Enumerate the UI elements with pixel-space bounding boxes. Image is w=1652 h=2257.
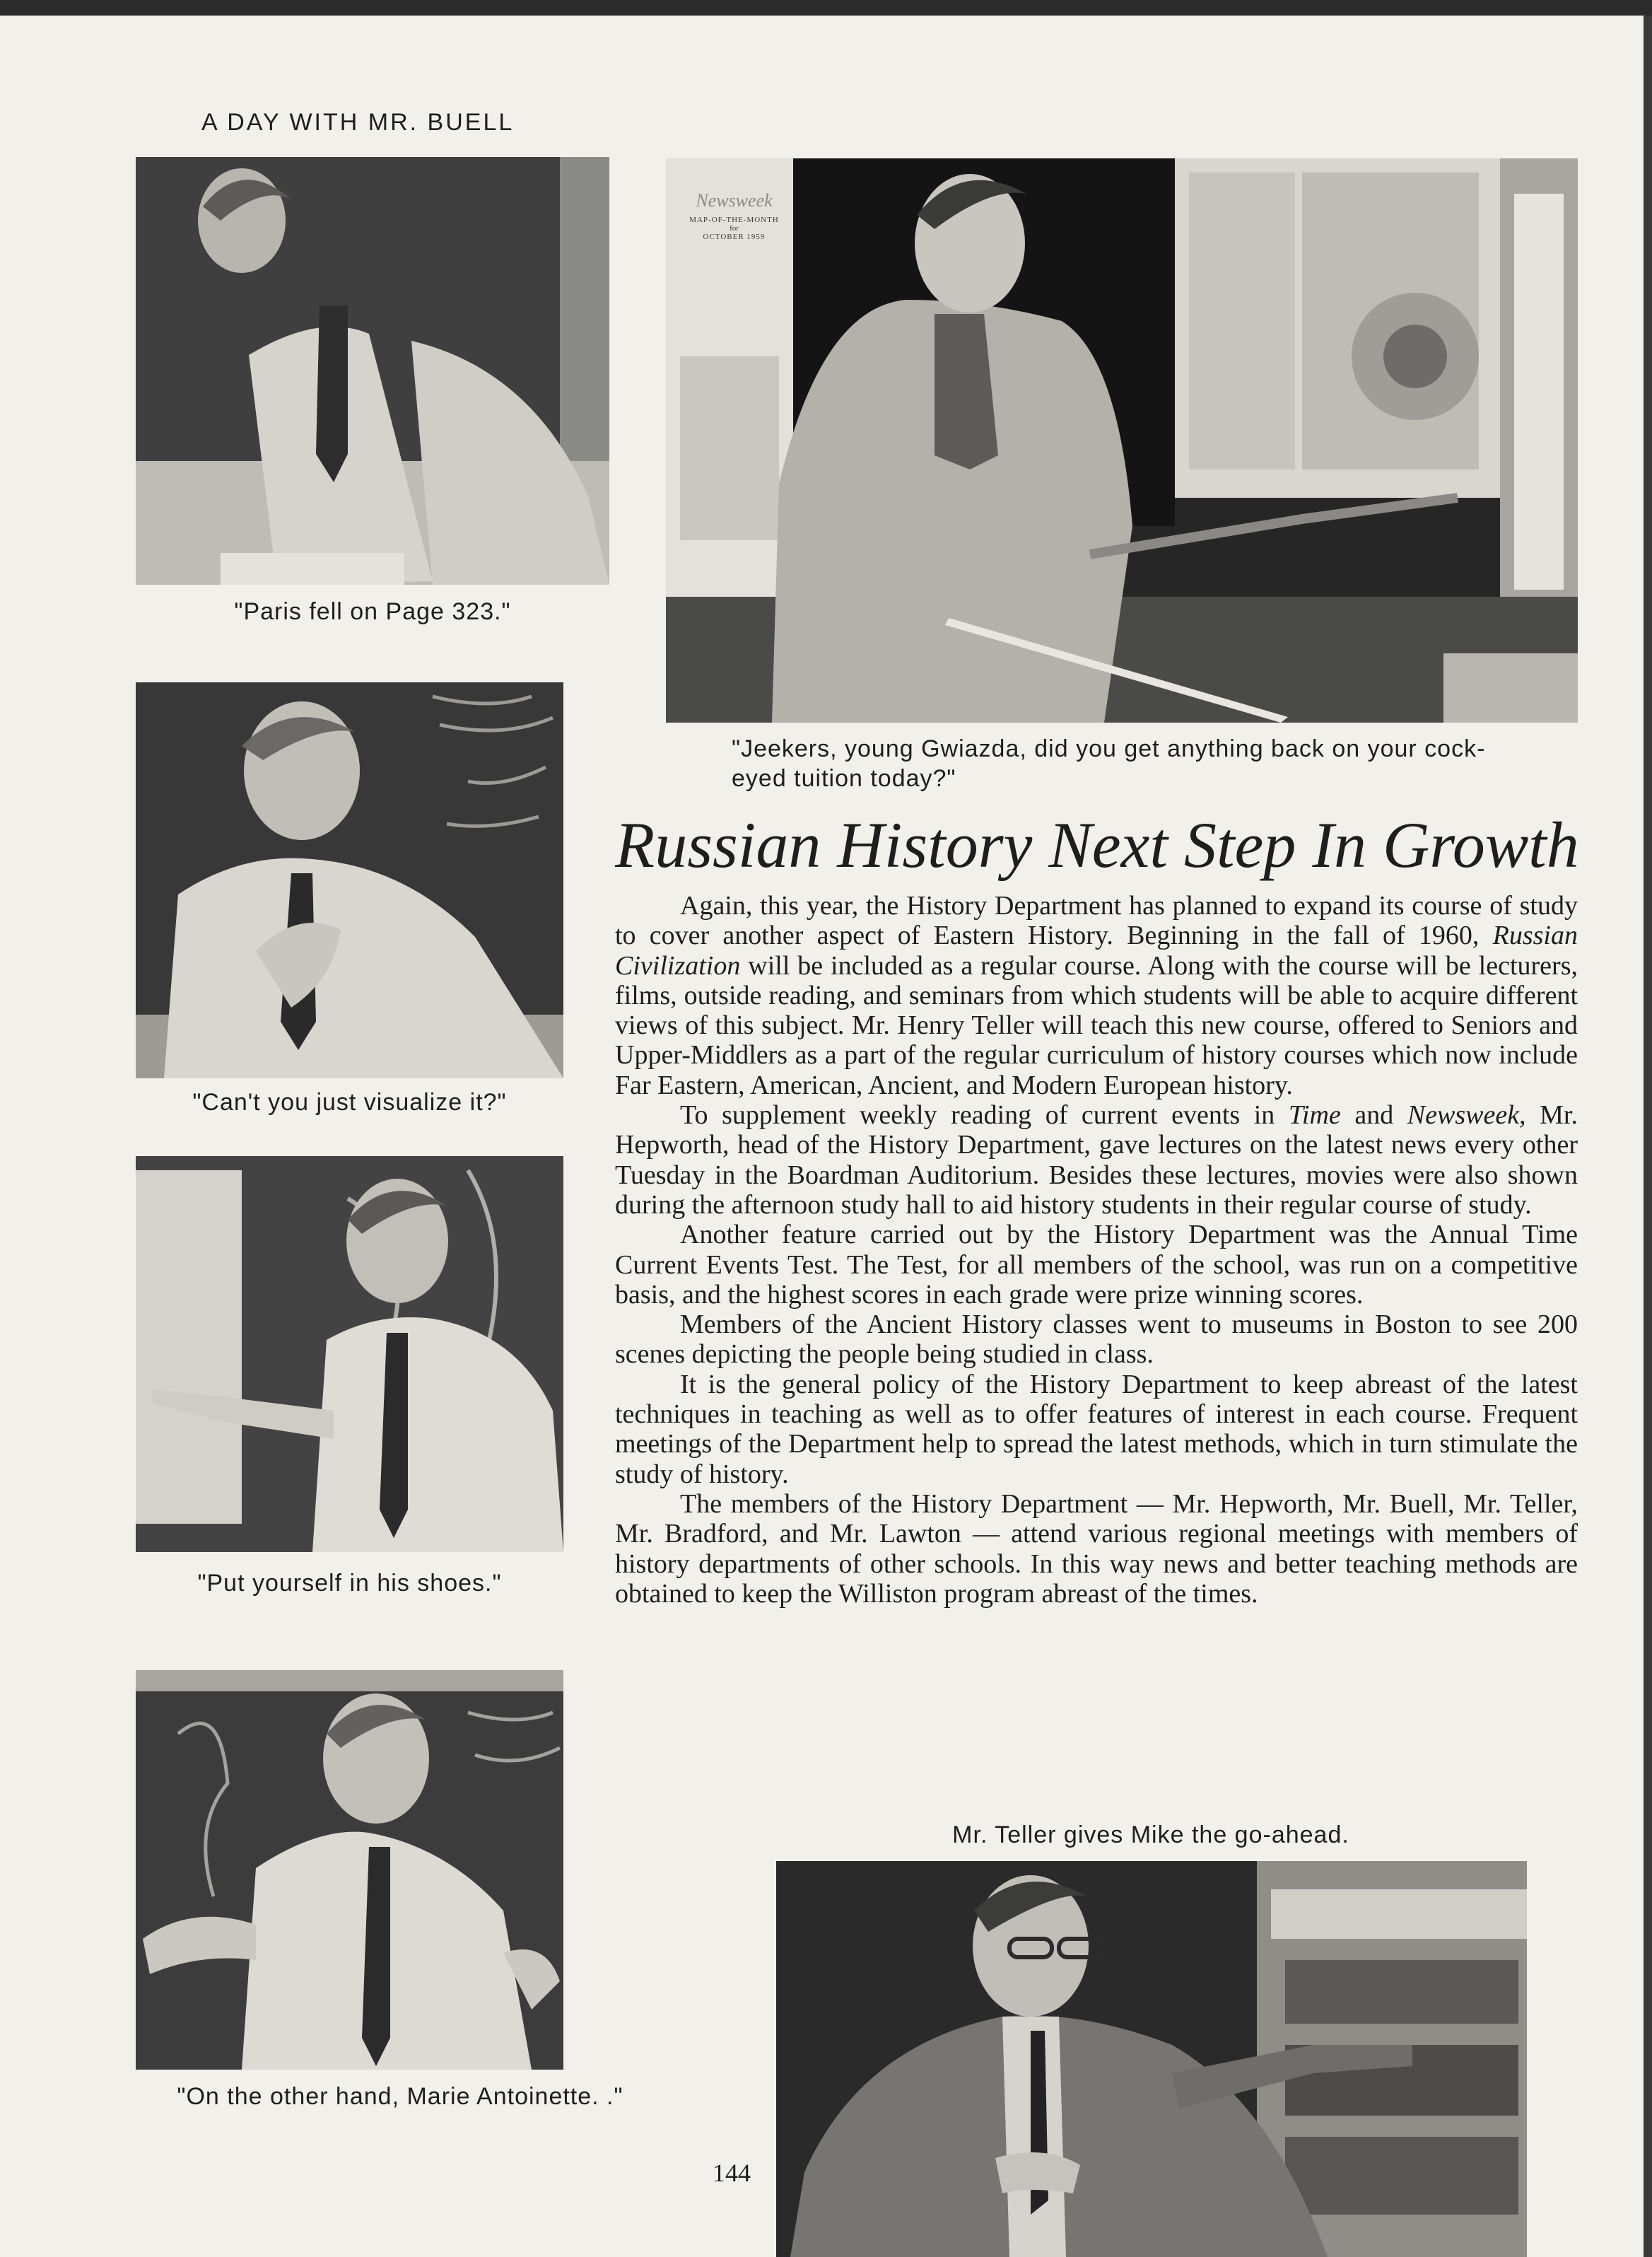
article-headline: Russian History Next Step In Growth — [615, 809, 1579, 881]
caption-buell-4: "On the other hand, Marie Antoinette. ." — [177, 2083, 623, 2110]
caption-buell-1: "Paris fell on Page 323." — [234, 598, 511, 625]
caption-buell-3: "Put yourself in his shoes." — [197, 1570, 502, 1597]
caption-top-photo: "Jeekers, young Gwiazda, did you get anything back on your cock-eyed tuition today?" — [732, 735, 1486, 792]
caption-buell-2: "Can't you just visualize it?" — [192, 1089, 507, 1116]
photo-teacher-with-pointer — [666, 158, 1578, 723]
article-paragraph-4: Members of the Ancient History classes went to museums in Boston to see 200 scenes depicting the people being studied in class. — [615, 1310, 1578, 1370]
photo-buell-marie-antoinette — [136, 1670, 563, 2070]
map-sign-date: OCTOBER 1959 — [703, 233, 766, 241]
article-paragraph-6: The members of the History Department — Mr. Hepworth, Mr. Buell, Mr. Teller, Mr. Bradford, and Mr. Lawton — attend various regional meetings with members of history departments of other schools. In this way news and better teaching methods are obtained to keep the Williston program abreast of the times. — [615, 1488, 1578, 1609]
page-number: 144 — [713, 2159, 751, 2187]
course-title: Russian Civilization — [615, 921, 1578, 981]
photo-buell-pointing — [136, 1156, 563, 1552]
caption-teller: Mr. Teller gives Mike the go-ahead. — [952, 1821, 1349, 1848]
article-paragraph-3: Another feature carried out by the History Department was the Annual Time Current Events Test. The Test, for all members of the school, was run on a competitive basis, and the highest scores in each grade were prize winning scores. — [615, 1220, 1578, 1310]
article-paragraph-2: To supplement weekly reading of current events in Time and Newsweek, Mr. Hepworth, head of the History Department, gave lectures on the latest news every other Tuesday in the Boardman Auditorium. Besides these lectures, movies were also shown during the afternoon study hall to aid history students in their regular course of study. — [615, 1100, 1578, 1220]
map-sign-title: MAP-OF-THE-MONTH — [689, 216, 779, 224]
map-of-the-month-sign — [676, 190, 792, 241]
photo-buell-leaning-over-desk — [136, 157, 609, 585]
article-body — [615, 891, 1578, 1609]
section-label: A DAY WITH MR. BUELL — [201, 109, 515, 136]
map-sign-for: for — [730, 224, 739, 233]
article-paragraph-5: It is the general policy of the History Department to keep abreast of the latest techniques in teaching as well as to offer features of interest in each course. Frequent meetings of the Department help to spread the latest methods, which in turn stimulate the study of history. — [615, 1369, 1578, 1489]
photo-mr-teller — [776, 1861, 1527, 2257]
magazine-time: Time — [1288, 1100, 1341, 1131]
photo-buell-visualize — [136, 682, 563, 1078]
magazine-newsweek: Newsweek, — [1407, 1100, 1526, 1131]
article-paragraph-1: Again, this year, the History Department has planned to expand its course of study to cover another aspect of Eastern History. Beginning in the fall of 1960, Russian Civilization will be included as a regular course. Along with the course will be lecturers, films, outside reading, and seminars from which students will be able to acquire different views of this subject. Mr. Henry Teller will teach this new course, offered to Seniors and Upper-Middlers as a part of the regular curriculum of history courses which now include Far Eastern, American, Ancient, and Modern European history. — [615, 891, 1578, 1100]
map-sign-brand: Newsweek — [696, 190, 773, 211]
page-edge-shadow — [1644, 16, 1652, 2257]
